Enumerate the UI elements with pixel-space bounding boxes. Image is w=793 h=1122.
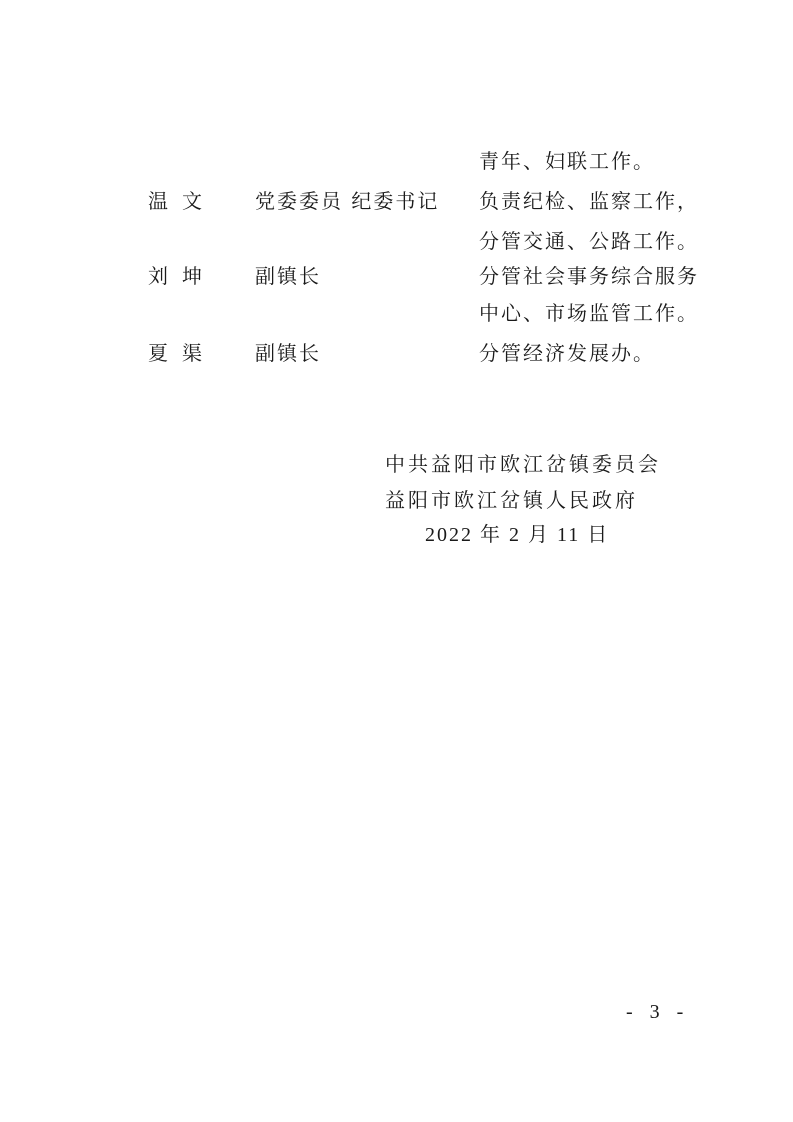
duty-line: 负责纪检、监察工作， [479,189,699,213]
person-name: 温文 [148,189,216,213]
person-title: 副镇长 [255,341,321,365]
person-title: 党委委员 纪委书记 [255,189,440,213]
signature-org-party: 中共益阳市欧江岔镇委员会 [385,452,661,476]
person-name: 夏渠 [148,341,216,365]
signature-date: 2022 年 2 月 11 日 [425,524,610,546]
duty-line: 分管交通、公路工作。 [479,229,699,253]
duty-line: 分管社会事务综合服务 [479,264,699,288]
person-title: 副镇长 [255,264,321,288]
duty-line: 青年、妇联工作。 [479,149,655,173]
duty-line: 中心、市场监管工作。 [479,301,699,325]
page-number: - 3 - [626,1001,690,1023]
person-name: 刘坤 [148,264,216,288]
signature-org-government: 益阳市欧江岔镇人民政府 [385,488,638,512]
duty-line: 分管经济发展办。 [479,341,655,365]
